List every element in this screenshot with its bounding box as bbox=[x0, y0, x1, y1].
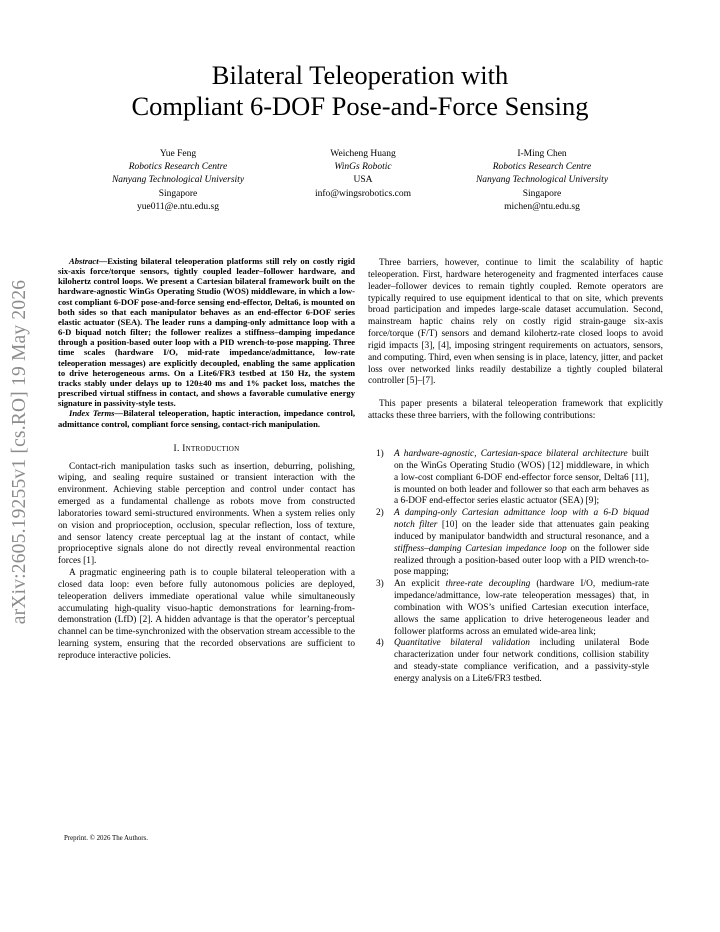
body-paragraph-2: This paper presents a bilateral teleoperation framework that explicitly attacks these three barriers, with the following contributions: bbox=[368, 399, 663, 422]
index-terms bbox=[58, 408, 355, 428]
index-terms-label: Index Terms bbox=[69, 408, 115, 419]
intro-paragraph-1: Contact-rich manipulation tasks such as insertion, deburring, polishing, wiping, and sealing require sustained or transient interaction with the environment. Achieving stable perception and control under contact has emerged as a fundamental challenge as robots move from constructed laboratories toward semi-structured environments. When a system relies only on vision and proprioception, occlusion, specular reflection, loss of texture, and sensor latency create perceptual lag at the instant of contact, while proprioceptive signals alone do not directly reveal environmental reaction forces [1]. bbox=[58, 461, 355, 567]
preprint-note: Preprint. © 2026 The Authors. bbox=[64, 835, 148, 842]
arxiv-stamp-text: arXiv:2605.19255v1 [cs.RO] 19 May 2026 bbox=[9, 279, 30, 625]
author-name: I-Ming Chen bbox=[517, 149, 567, 159]
contribution-emphasis: three-rate decoupling bbox=[445, 579, 531, 590]
author-affiliation: Nanyang Technological University bbox=[111, 175, 245, 186]
list-number: 2) bbox=[376, 508, 384, 519]
author-country: USA bbox=[353, 175, 373, 186]
contribution-text: [10] on the leader side that attenuates gain peaking induced by manipulator bandwidth and structural resonance, and a bbox=[394, 520, 649, 542]
author-affiliation: WinGs Robotic bbox=[334, 162, 392, 173]
contribution-emphasis: Quantitative bilateral validation bbox=[394, 638, 530, 649]
author-block-3 bbox=[452, 148, 632, 214]
right-column bbox=[368, 258, 663, 686]
author-email: info@wingsrobotics.com bbox=[314, 188, 412, 199]
list-item bbox=[368, 579, 663, 638]
list-number: 3) bbox=[376, 579, 384, 590]
author-affiliation: Robotics Research Centre bbox=[128, 162, 228, 173]
contribution-emphasis: A damping-only Cartesian admittance loop with a 6-D biquad notch filter bbox=[394, 508, 649, 531]
list-item bbox=[368, 508, 663, 579]
contribution-list bbox=[368, 449, 663, 686]
contribution-text: built on the WinGs Operating Studio (WOS) [12] middleware, in which a low-cost compliant 6-DOF end-effector force sensor, Delta6 [11], is mounted on both leader and follower so that each arm behaves as a 6-DOF end-effector series elastic actuator (SEA) [9]; bbox=[394, 448, 649, 507]
author-block-2 bbox=[278, 148, 448, 201]
author-name: Yue Feng bbox=[159, 149, 197, 159]
contribution-text: (hardware I/O, medium-rate impedance/admittance, low-rate teleoperation messages) that, in combination with WOS’s unified Cartesian execution interface, allows the same application to drive heterogeneous leader and follower platforms across an emulated wide-area link; bbox=[394, 579, 649, 637]
abstract-label: Abstract bbox=[69, 256, 99, 266]
contribution-emphasis: stiffness–damping Cartesian impedance loop bbox=[394, 543, 567, 554]
contribution-text: An explicit bbox=[394, 579, 446, 590]
list-item bbox=[368, 449, 663, 508]
list-item bbox=[368, 638, 663, 685]
list-number: 4) bbox=[376, 638, 384, 649]
list-number: 1) bbox=[376, 448, 384, 459]
author-block-1 bbox=[88, 148, 268, 214]
abstract bbox=[58, 256, 355, 408]
left-column bbox=[58, 256, 355, 663]
author-country: Singapore bbox=[158, 188, 198, 199]
title-line-1: Bilateral Teleoperation with bbox=[211, 60, 509, 90]
abstract-text: —Existing bilateral teleoperation platforms still rely on costly rigid six-axis force/torque sensors, tightly coupled leader–follower hardware, and kilohertz control loops. We present a Cartesian bilateral framework built on the hardware-agnostic WinGs Operating Studio (WOS) middleware, in which a low-cost compliant 6-DOF pose-and-force sensing end-effector, Delta6, is mounted on both sides so that each manipulator behaves as an end-effector 6-DOF series elastic actuator (SEA). The leader runs a damping-only admittance loop with a 6-D biquad notch filter; the follower realizes a stiffness–damping impedance through a position-based outer loop with a PID wrench-to-pose mapping. Three time scales (hardware I/O, mid-rate impedance/admittance, low-rate teleoperation messages) are explicitly decoupled, enabling the same application to drive heterogeneous arms. On a Lite6/FR3 testbed at 150 Hz, the system tracks stably under delays up to 120±40 ms and 1% packet loss, matches the prescribed virtual stiffness in contact, and shows a favorable cumulative energy signature in passivity-style tests. bbox=[58, 256, 355, 409]
intro-paragraph-2: A pragmatic engineering path is to couple bilateral teleoperation with a closed data loop: even before fully autonomous policies are deployed, teleoperation delivers immediate operational value while simultaneously accumulating high-quality visuo-haptic demonstrations for learning-from-demonstration (LfD) [2]. A hidden advantage is that the operator’s perceptual channel can be time-synchronized with the observation stream accessible to the learning system, ensuring that the recorded observations are sufficient to reproduce interactive policies. bbox=[58, 568, 355, 661]
index-terms-text: —Bilateral teleoperation, haptic interaction, impedance control, admittance control, compliant force sensing, contact-rich manipulation. bbox=[58, 408, 356, 429]
contribution-text: including unilateral Bode characterization under four network conditions, collision stability and steady-state compliance verification, and a passivity-style energy analysis on a Lite6/FR3 testbed. bbox=[394, 638, 649, 684]
contribution-emphasis: A hardware-agnostic, Cartesian-space bilateral architecture bbox=[394, 448, 628, 459]
author-country: Singapore bbox=[522, 188, 562, 199]
body-paragraph-1: Three barriers, however, continue to limit the scalability of haptic teleoperation. First, hardware heterogeneity and fragmented interfaces cause leader–follower devices to remain tightly coupled. Remote operators are typically required to use equipment identical to that on site, which prevents broad participation and impedes large-scale dataset accumulation. Second, mainstream haptic chains rely on costly rigid strain-gauge six-axis force/torque (F/T) sensors and demand kilohertz-rate closed loops to avoid rigid impacts [3], [4], imposing stringent requirements on actuators, sensors, and computing. Third, even when sensing is in place, latency, jitter, and packet loss over networked links readily destabilize a tightly coupled bilateral controller [5]–[7]. bbox=[368, 258, 663, 387]
paper-title bbox=[0, 60, 720, 122]
arxiv-stamp bbox=[0, 262, 40, 642]
section-heading: I. Introduction bbox=[173, 443, 240, 454]
author-email: michen@ntu.edu.sg bbox=[504, 201, 580, 212]
author-email: yue011@e.ntu.edu.sg bbox=[136, 201, 219, 212]
author-name: Weicheng Huang bbox=[330, 149, 396, 159]
title-line-2: Compliant 6-DOF Pose-and-Force Sensing bbox=[131, 91, 589, 121]
author-affiliation: Nanyang Technological University bbox=[475, 175, 609, 186]
author-affiliation: Robotics Research Centre bbox=[492, 162, 592, 173]
contribution-text: on the follower side realized through a position-based outer loop with a PID wrench-to-pose mapping; bbox=[394, 543, 649, 578]
